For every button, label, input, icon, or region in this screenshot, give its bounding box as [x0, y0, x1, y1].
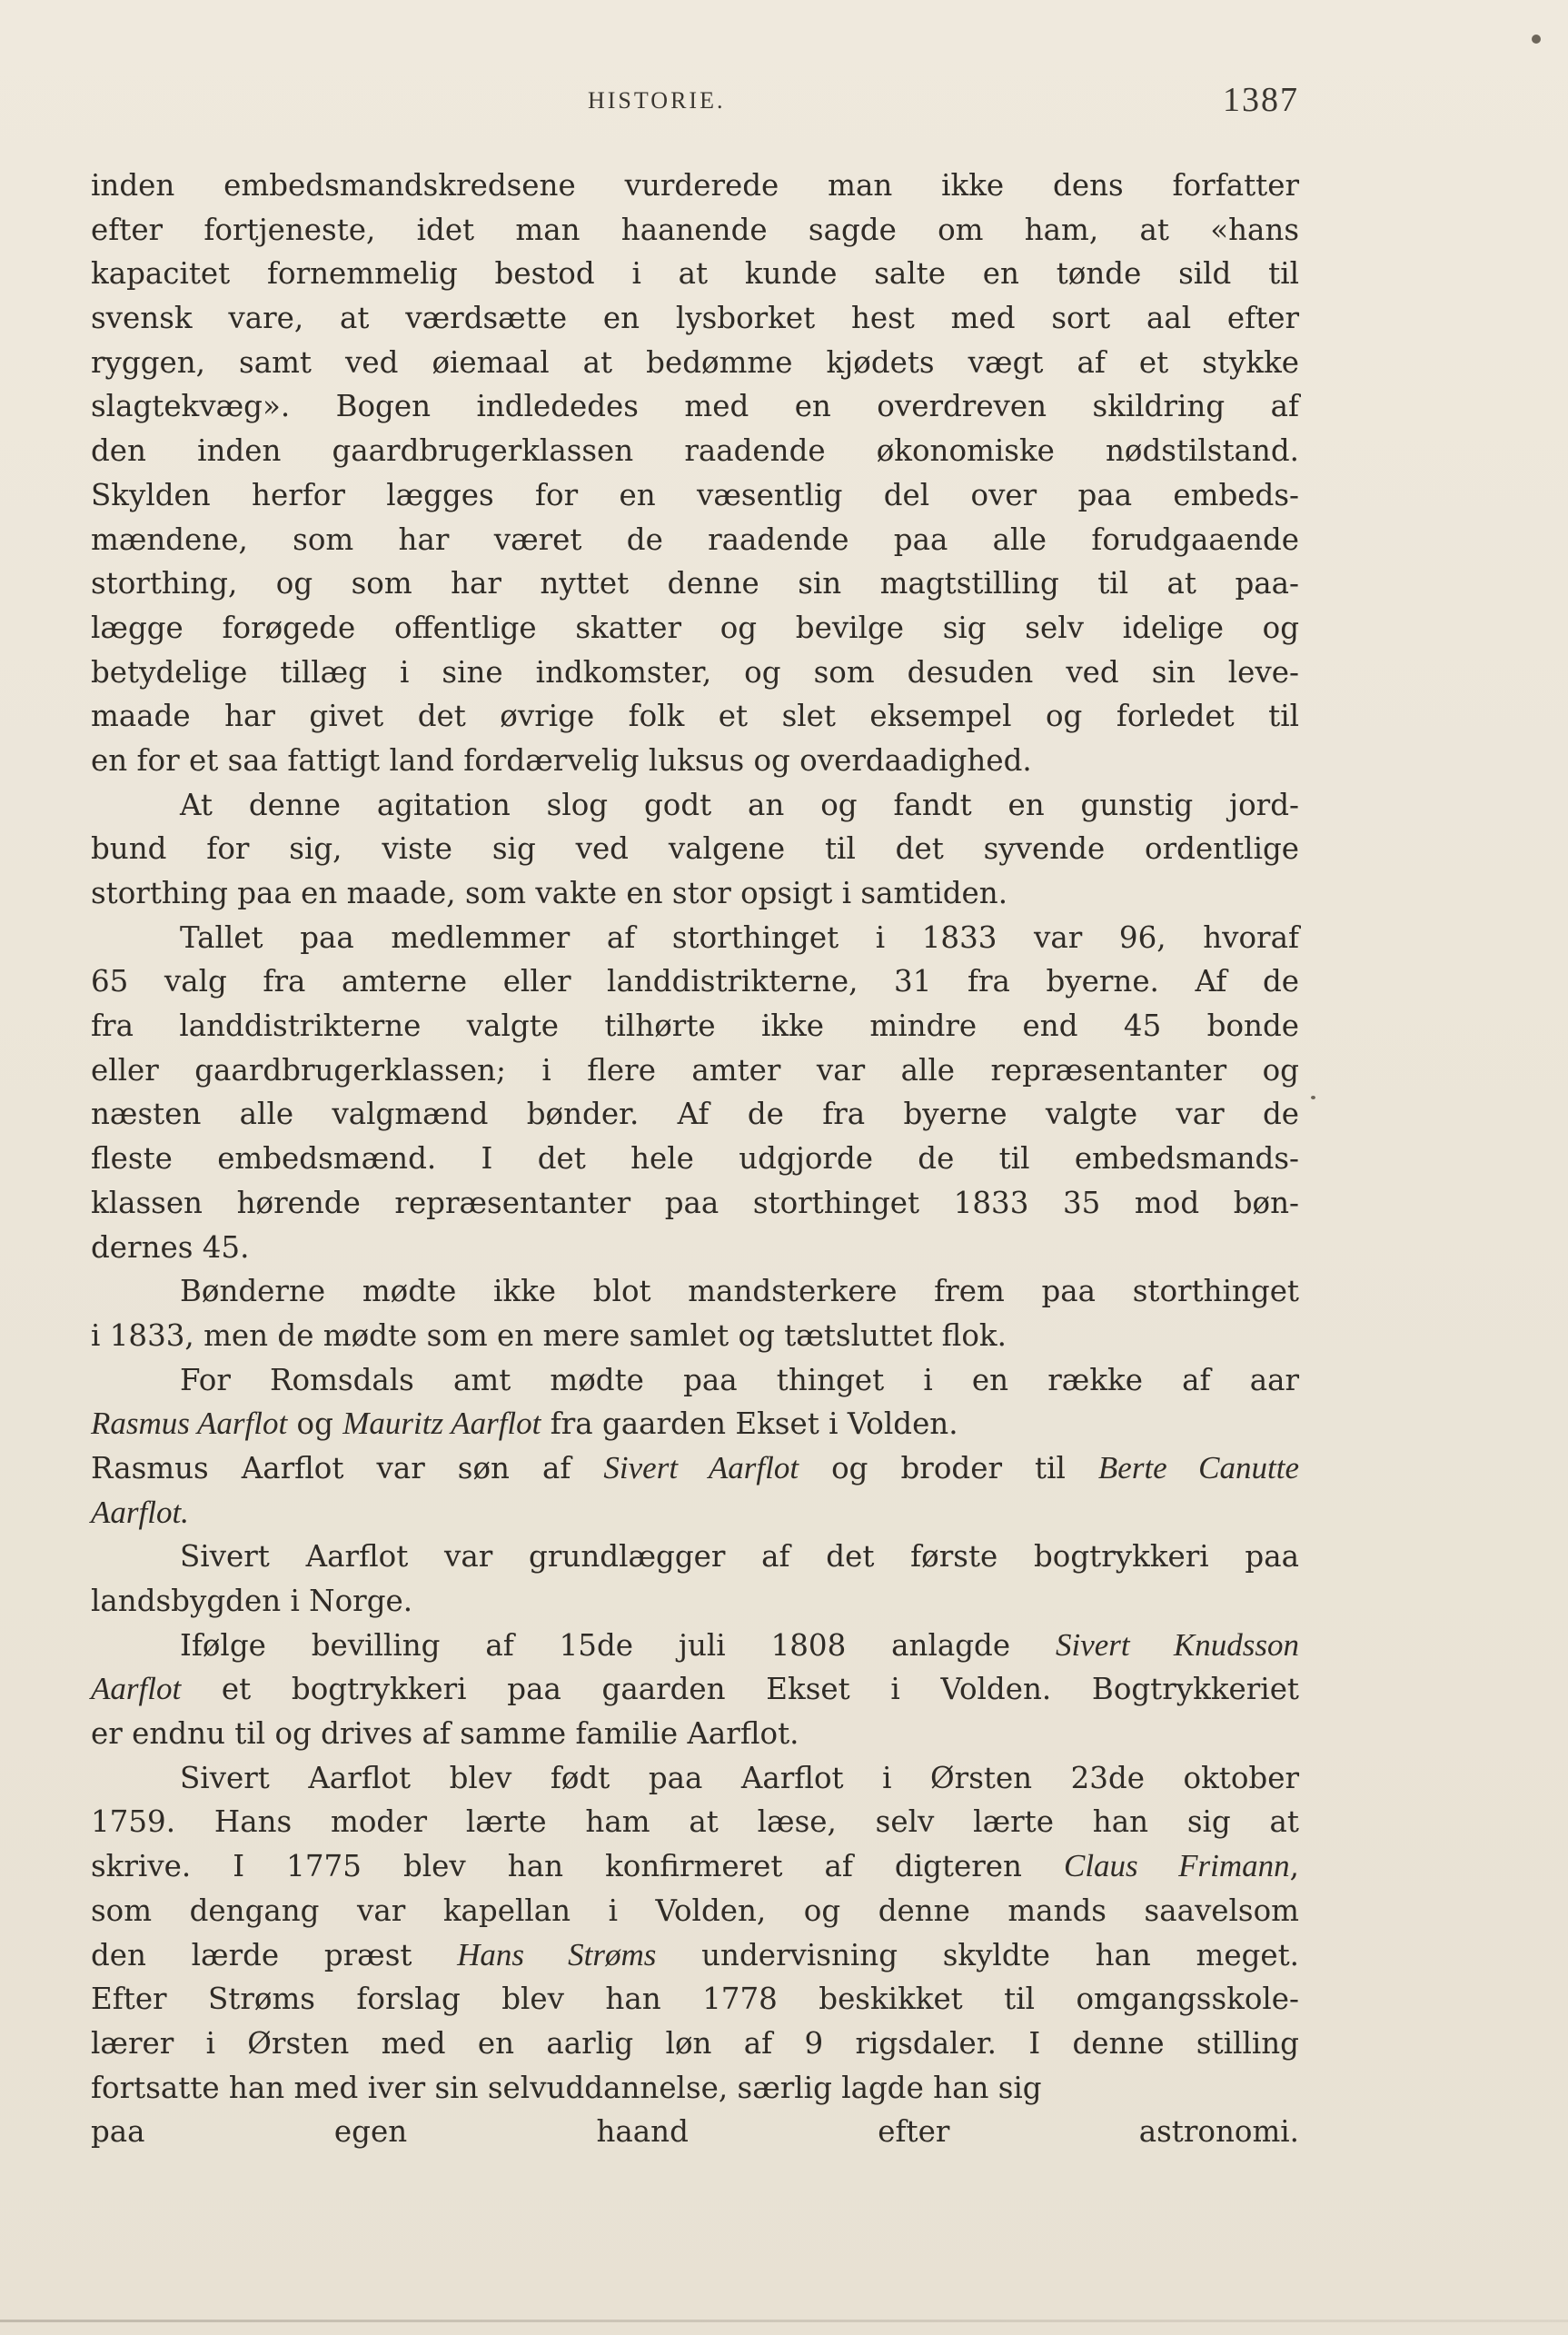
text-segment: skrive. I 1775 blev han konfirmeret af digteren	[91, 1849, 1064, 1884]
ink-speck	[1532, 35, 1541, 44]
text-line: en for et saa fattigt land fordærvelig luksus og overdaadighed.	[91, 742, 1032, 778]
text-line: storthing paa en maade, som vakte en stor opsigt i samtiden.	[91, 876, 1008, 910]
text-line: fra landdistrikterne valgte tilhørte ikke mindre end 45 bonde	[91, 1009, 1299, 1044]
text-line: Efter Strøms forslag blev han 1778 beskikket til omgangsskole-	[91, 1982, 1299, 2017]
italic-name: Mauritz Aarflot	[342, 1406, 541, 1442]
italic-name: Hans Strøms	[457, 1936, 657, 1972]
text-line: For Romsdals amt mødte paa thinget i en række af aar	[180, 1362, 1299, 1397]
text-segment: og broder til	[799, 1450, 1098, 1485]
text-segment: Ifølge bevilling af 15de juli 1808 anlagde	[180, 1627, 1056, 1663]
text-segment: fra gaarden Ekset i Volden.	[541, 1406, 958, 1442]
text-segment: undervisning skyldte han meget.	[656, 1937, 1300, 1972]
text-line: ryggen, samt ved øiemaal at bedømme kjødets vægt af et stykke	[91, 344, 1299, 380]
text-line	[91, 1933, 1299, 1978]
text-line: fortsatte han med iver sin selvuddannelse, særlig lagde han sig	[91, 2070, 1042, 2105]
text-line: storthing, og som har nyttet denne sin magtstilling til at paa-	[91, 566, 1299, 601]
text-segment: ,	[1289, 1849, 1299, 1884]
scan-edge	[0, 2320, 1568, 2322]
text-line	[91, 1402, 1299, 1446]
text-line	[91, 1667, 1299, 1712]
text-segment: den lærde præst	[91, 1937, 458, 1972]
text-line: lærer i Ørsten med en aarlig løn af 9 rigsdaler. I denne stilling	[91, 2025, 1299, 2061]
text-line	[91, 1844, 1299, 1889]
text-line: fleste embedsmænd. I det hele udgjorde de til embedsmands-	[91, 1141, 1299, 1177]
text-line: svensk vare, at værdsætte en lysborket hest med sort aal efter	[91, 301, 1299, 336]
italic-name: Aarflot.	[91, 1494, 189, 1530]
text-segment: og	[287, 1406, 343, 1442]
text-line: slagtekvæg». Bogen indlededes med en overdreven skildring af	[91, 389, 1299, 424]
running-head: HISTORIE.	[588, 87, 726, 114]
text-line: inden embedsmandskredsene vurderede man ikke dens forfatter	[91, 168, 1299, 203]
text-segment: Rasmus Aarflot var søn af	[91, 1450, 604, 1485]
italic-name: Berte Canutte	[1097, 1449, 1299, 1485]
text-line: 65 valg fra amterne eller landdistrikterne, 31 fra byerne. Af de	[91, 964, 1299, 999]
italic-name: Sivert Knudsson	[1055, 1626, 1299, 1663]
text-line: landsbygden i Norge.	[91, 1584, 413, 1618]
text-line: dernes 45.	[91, 1229, 250, 1265]
page-number: 1387	[1223, 81, 1299, 119]
text-line: Sivert Aarflot var grundlægger af det første bogtrykkeri paa	[180, 1539, 1299, 1575]
text-segment: et bogtrykkeri paa gaarden Ekset i Volden. Bogtrykkeriet	[181, 1672, 1299, 1707]
text-line: mændene, som har været de raadende paa alle forudgaaende	[91, 522, 1299, 557]
text-line: efter fortjeneste, idet man haanende sagde om ham, at «hans	[91, 212, 1299, 247]
text-line: kapacitet fornemmelig bestod i at kunde salte en tønde sild til	[91, 256, 1299, 292]
text-line: i 1833, men de mødte som en mere samlet og tætsluttet flok.	[91, 1317, 1007, 1353]
text-line: er endnu til og drives af samme familie Aarflot.	[91, 1716, 799, 1752]
text-line: maade har givet det øvrige folk et slet eksempel og forledet til	[91, 699, 1299, 734]
text-line: næsten alle valgmænd bønder. Af de fra byerne valgte var de	[91, 1097, 1299, 1132]
text-line: Tallet paa medlemmer af storthinget i 1833 var 96, hvoraf	[180, 919, 1299, 955]
italic-name: Aarflot	[91, 1671, 182, 1707]
text-line: lægge forøgede offentlige skatter og bevilge sig selv idelige og	[91, 610, 1299, 645]
text-line: paa egen haand efter astronomi.	[91, 2114, 1299, 2150]
text-line: klassen hørende repræsentanter paa storthinget 1833 35 mod bøn-	[91, 1185, 1299, 1220]
text-line	[91, 1446, 1299, 1491]
italic-name: Claus Frimann	[1063, 1848, 1290, 1884]
text-line: 1759. Hans moder lærte ham at læse, selv lærte han sig at	[91, 1804, 1299, 1840]
body-text	[91, 164, 1299, 2154]
text-line: eller gaardbrugerklassen; i flere amter var alle repræsentanter og	[91, 1052, 1299, 1088]
margin-mark	[1311, 1096, 1315, 1099]
italic-name: Rasmus Aarflot	[91, 1406, 288, 1442]
page-header	[91, 80, 1299, 125]
text-line: Skylden herfor lægges for en væsentlig del over paa embeds-	[91, 477, 1299, 512]
text-line: Sivert Aarflot blev født paa Aarflot i Ørsten 23de oktober	[180, 1760, 1299, 1795]
text-line: At denne agitation slog godt an og fandt en gunstig jord-	[180, 787, 1299, 822]
text-line	[91, 1624, 1299, 1668]
text-line: betydelige tillæg i sine indkomster, og som desuden ved sin leve-	[91, 654, 1299, 690]
italic-name: Sivert Aarflot	[603, 1449, 799, 1485]
text-line	[91, 1491, 1299, 1535]
text-line: som dengang var kapellan i Volden, og denne mands saavelsom	[91, 1893, 1299, 1928]
text-line: bund for sig, viste sig ved valgene til det syvende ordentlige	[91, 831, 1299, 867]
text-line: Bønderne mødte ikke blot mandsterkere frem paa storthinget	[180, 1274, 1299, 1309]
text-line: den inden gaardbrugerklassen raadende økonomiske nødstilstand.	[91, 433, 1299, 469]
